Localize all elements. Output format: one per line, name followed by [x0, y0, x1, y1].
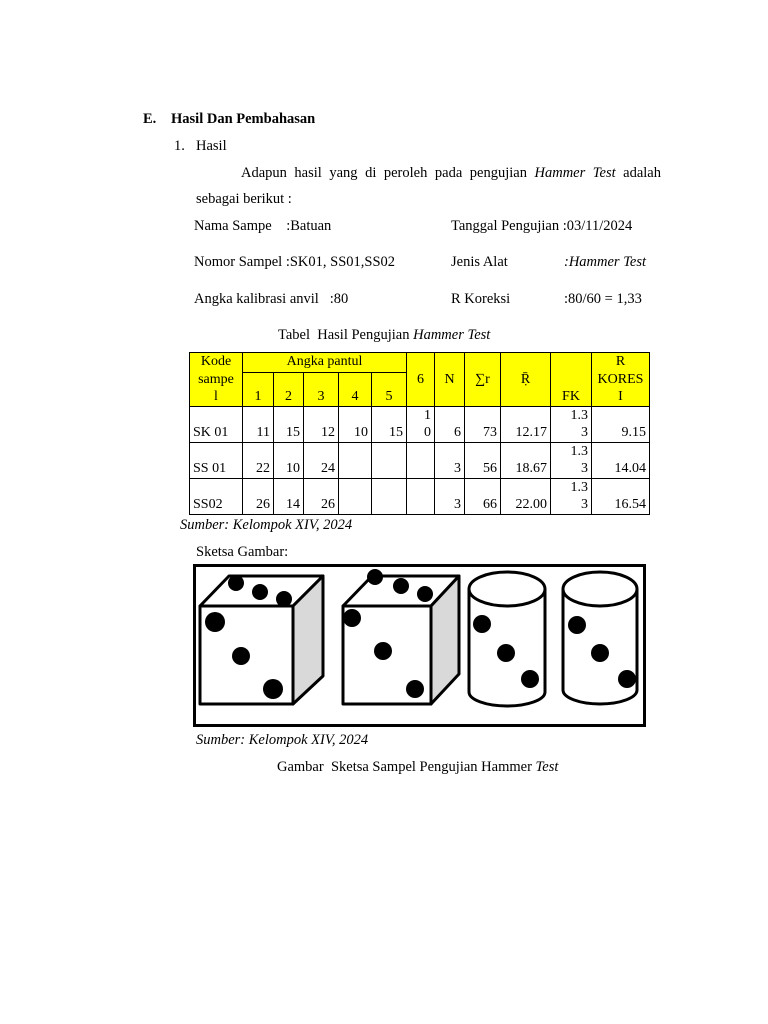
- sample-sketch-figure: [193, 564, 646, 727]
- header-n: N: [435, 353, 465, 407]
- cell-v1: 11: [243, 406, 274, 442]
- cell-n: 3: [435, 478, 465, 514]
- table-row: [190, 442, 650, 478]
- header-sum-r: ∑r: [465, 353, 501, 407]
- meta-nomor-sampel: Nomor Sampel :SK01, SS01,SS02: [194, 254, 396, 270]
- cell-v3: 26: [304, 478, 339, 514]
- header-col-2: 2: [274, 372, 304, 406]
- cell-n: 3: [435, 442, 465, 478]
- cell-v6: [407, 478, 435, 514]
- header-col-6: 6: [407, 353, 435, 407]
- cell-rk: 14.04: [592, 442, 650, 478]
- cell-v5: 15: [372, 406, 407, 442]
- cell-kode: SS02: [190, 478, 243, 514]
- subsection-number: 1.: [174, 138, 185, 154]
- cell-v3: 12: [304, 406, 339, 442]
- header-col-4: 4: [339, 372, 372, 406]
- results-table: [189, 352, 650, 515]
- cell-v6: [407, 442, 435, 478]
- cube-sample-2: [343, 576, 459, 704]
- cell-v1: 22: [243, 442, 274, 478]
- header-kode: Kode sampe l: [190, 353, 243, 407]
- cell-v3: 24: [304, 442, 339, 478]
- cell-sum: 56: [465, 442, 501, 478]
- header-col-3: 3: [304, 372, 339, 406]
- meta-nama-sampel: Nama Sampe :Batuan: [194, 218, 332, 234]
- cell-v2: 10: [274, 442, 304, 478]
- header-col-5: 5: [372, 372, 407, 406]
- subsection-title: Hasil: [196, 138, 227, 154]
- intro-line-1: Adapun hasil yang di peroleh pada pengujian Hammer Test adalah: [241, 165, 661, 181]
- cell-kode: SS 01: [190, 442, 243, 478]
- cell-v1: 26: [243, 478, 274, 514]
- cell-v4: 10: [339, 406, 372, 442]
- cell-rbar: 22.00: [501, 478, 551, 514]
- meta-tanggal: Tanggal Pengujian :03/11/2024: [451, 218, 633, 234]
- cell-sum: 66: [465, 478, 501, 514]
- sketch-label: Sketsa Gambar:: [196, 544, 289, 560]
- cell-v5: [372, 442, 407, 478]
- cell-v2: 15: [274, 406, 304, 442]
- table-header-row-1: [190, 353, 650, 373]
- cell-rk: 16.54: [592, 478, 650, 514]
- cell-fk: 1.3 3: [551, 442, 592, 478]
- cell-fk: 1.3 3: [551, 478, 592, 514]
- meta-jenis-alat-value: :Hammer Test: [564, 254, 647, 270]
- cell-v4: [339, 442, 372, 478]
- cell-v2: 14: [274, 478, 304, 514]
- header-r-bar: Ṝ: [501, 353, 551, 407]
- cell-rbar: 12.17: [501, 406, 551, 442]
- meta-kalibrasi: Angka kalibrasi anvil :80: [194, 291, 349, 307]
- table-row: [190, 406, 650, 442]
- figure-caption: Gambar Sketsa Sampel Pengujian Hammer Test: [277, 759, 559, 775]
- section-title: Hasil Dan Pembahasan: [171, 111, 316, 127]
- cell-v5: [372, 478, 407, 514]
- table-source: Sumber: Kelompok XIV, 2024: [180, 517, 353, 533]
- header-col-1: 1: [243, 372, 274, 406]
- cell-sum: 73: [465, 406, 501, 442]
- cell-v4: [339, 478, 372, 514]
- table-row: [190, 478, 650, 514]
- cell-fk: 1.3 3: [551, 406, 592, 442]
- cell-kode: SK 01: [190, 406, 243, 442]
- header-fk: FK: [551, 353, 592, 407]
- intro-line-2: sebagai berikut :: [196, 191, 292, 207]
- section-letter: E.: [143, 111, 157, 127]
- header-angka-pantul: Angka pantul: [243, 353, 407, 373]
- meta-r-koreksi-value: :80/60 = 1,33: [564, 291, 642, 307]
- table-caption: Tabel Hasil Pengujian Hammer Test: [278, 327, 491, 343]
- cell-rbar: 18.67: [501, 442, 551, 478]
- cell-rk: 9.15: [592, 406, 650, 442]
- cell-n: 6: [435, 406, 465, 442]
- cell-v6: 1 0: [407, 406, 435, 442]
- figure-source: Sumber: Kelompok XIV, 2024: [196, 732, 369, 748]
- meta-jenis-alat-label: Jenis Alat: [451, 254, 508, 270]
- header-r-koreksi: R KORES I: [592, 353, 650, 407]
- meta-r-koreksi-label: R Koreksi: [451, 291, 511, 307]
